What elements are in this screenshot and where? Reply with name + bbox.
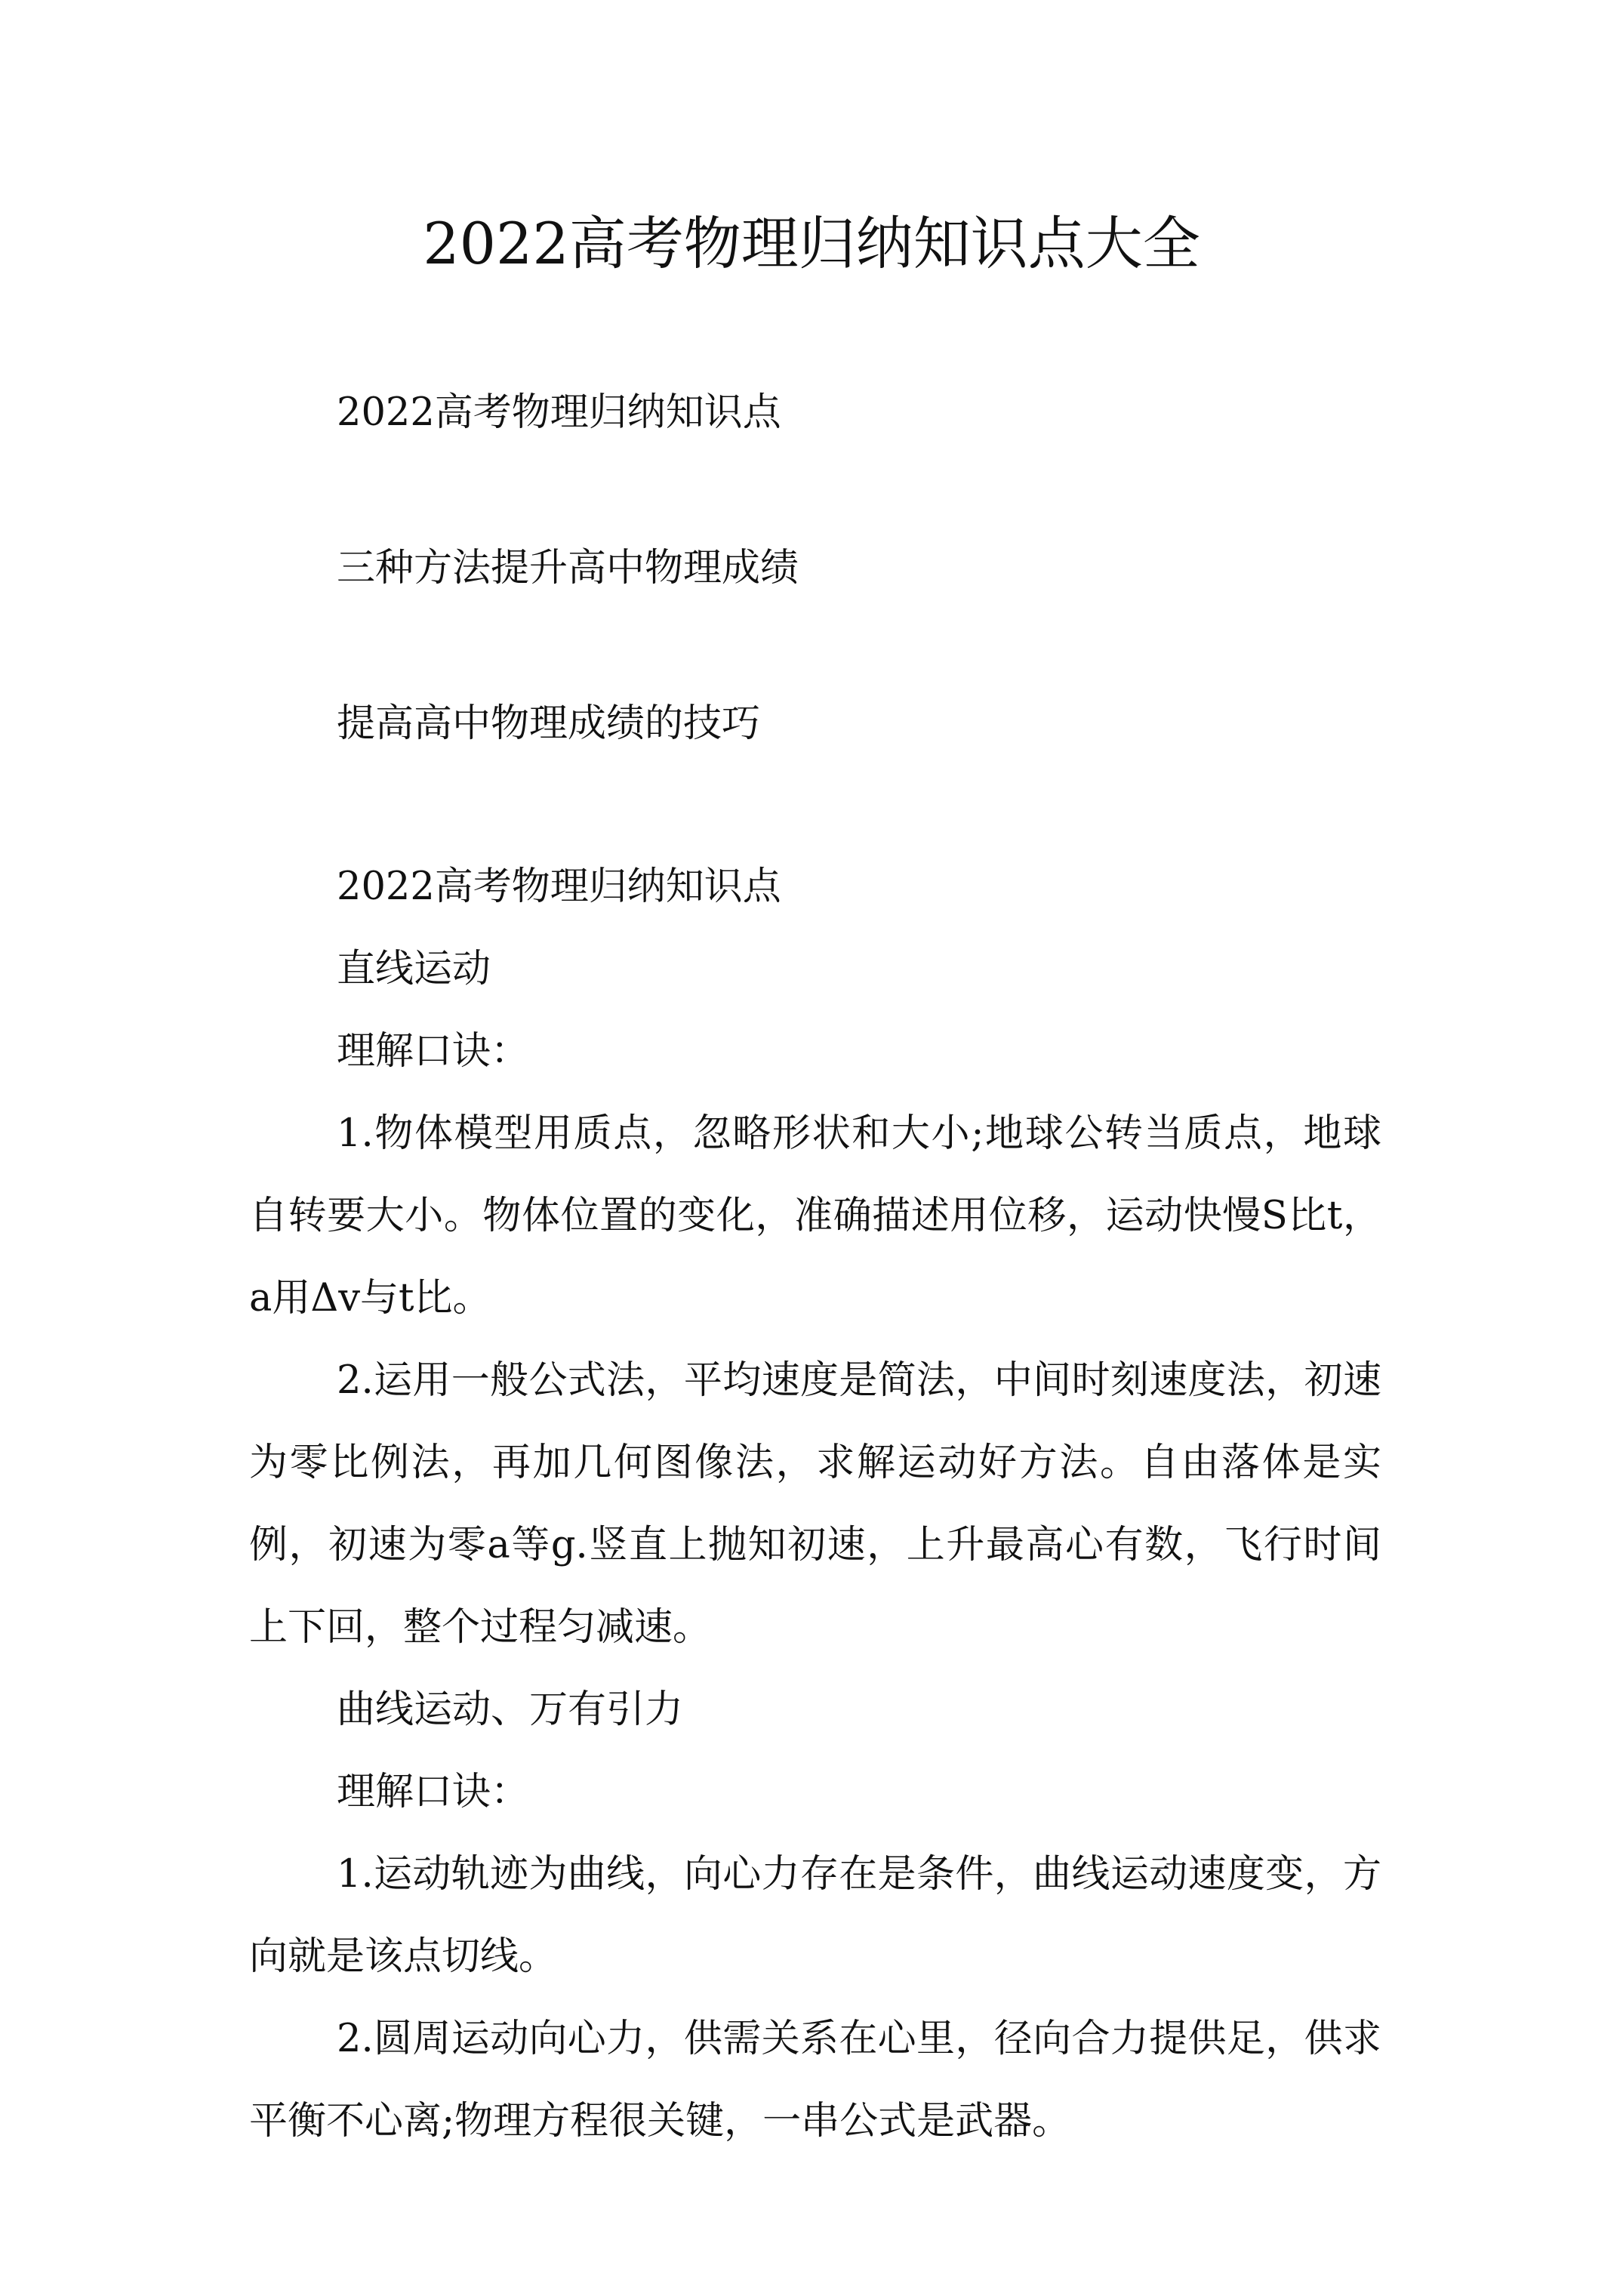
toc-line-3: 提高高中物理成绩的技巧 (337, 701, 761, 746)
document-body (249, 846, 1381, 2162)
document-title: 2022高考物理归纳知识点大全 (423, 210, 1200, 277)
paragraph: 2.圆周运动向心力，供需关系在心里，径向合力提供足，供求平衡不心离;物理方程很关键，一串公式是武器。 (249, 2017, 1381, 2143)
toc-line-2: 三种方法提升高中物理成绩 (337, 546, 799, 590)
paragraph: 1.运动轨迹为曲线，向心力存在是条件，曲线运动速度变，方向就是该点切线。 (249, 1852, 1381, 1979)
paragraph: 2.运用一般公式法，平均速度是简法，中间时刻速度法，初速为零比例法，再加几何图像法，求解运动好方法。自由落体是实例，初速为零a等g.竖直上抛知初速，上升最高心有数，飞行时间上下回，整个过程匀减速。 (249, 1358, 1381, 1650)
label-mnemonic: 理解口诀： (337, 1770, 530, 1814)
subsection-heading: 曲线运动、万有引力 (337, 1687, 684, 1732)
paragraph: 1.物体模型用质点，忽略形状和大小;地球公转当质点，地球自转要大小。物体位置的变化，准确描述用位移，运动快慢S比t，a用Δv与t比。 (249, 1111, 1381, 1321)
section-heading: 2022高考物理归纳知识点 (337, 864, 781, 909)
subsection-heading: 直线运动 (337, 947, 491, 991)
toc-line-1: 2022高考物理归纳知识点 (337, 390, 781, 435)
label-mnemonic: 理解口诀： (337, 1029, 530, 1074)
